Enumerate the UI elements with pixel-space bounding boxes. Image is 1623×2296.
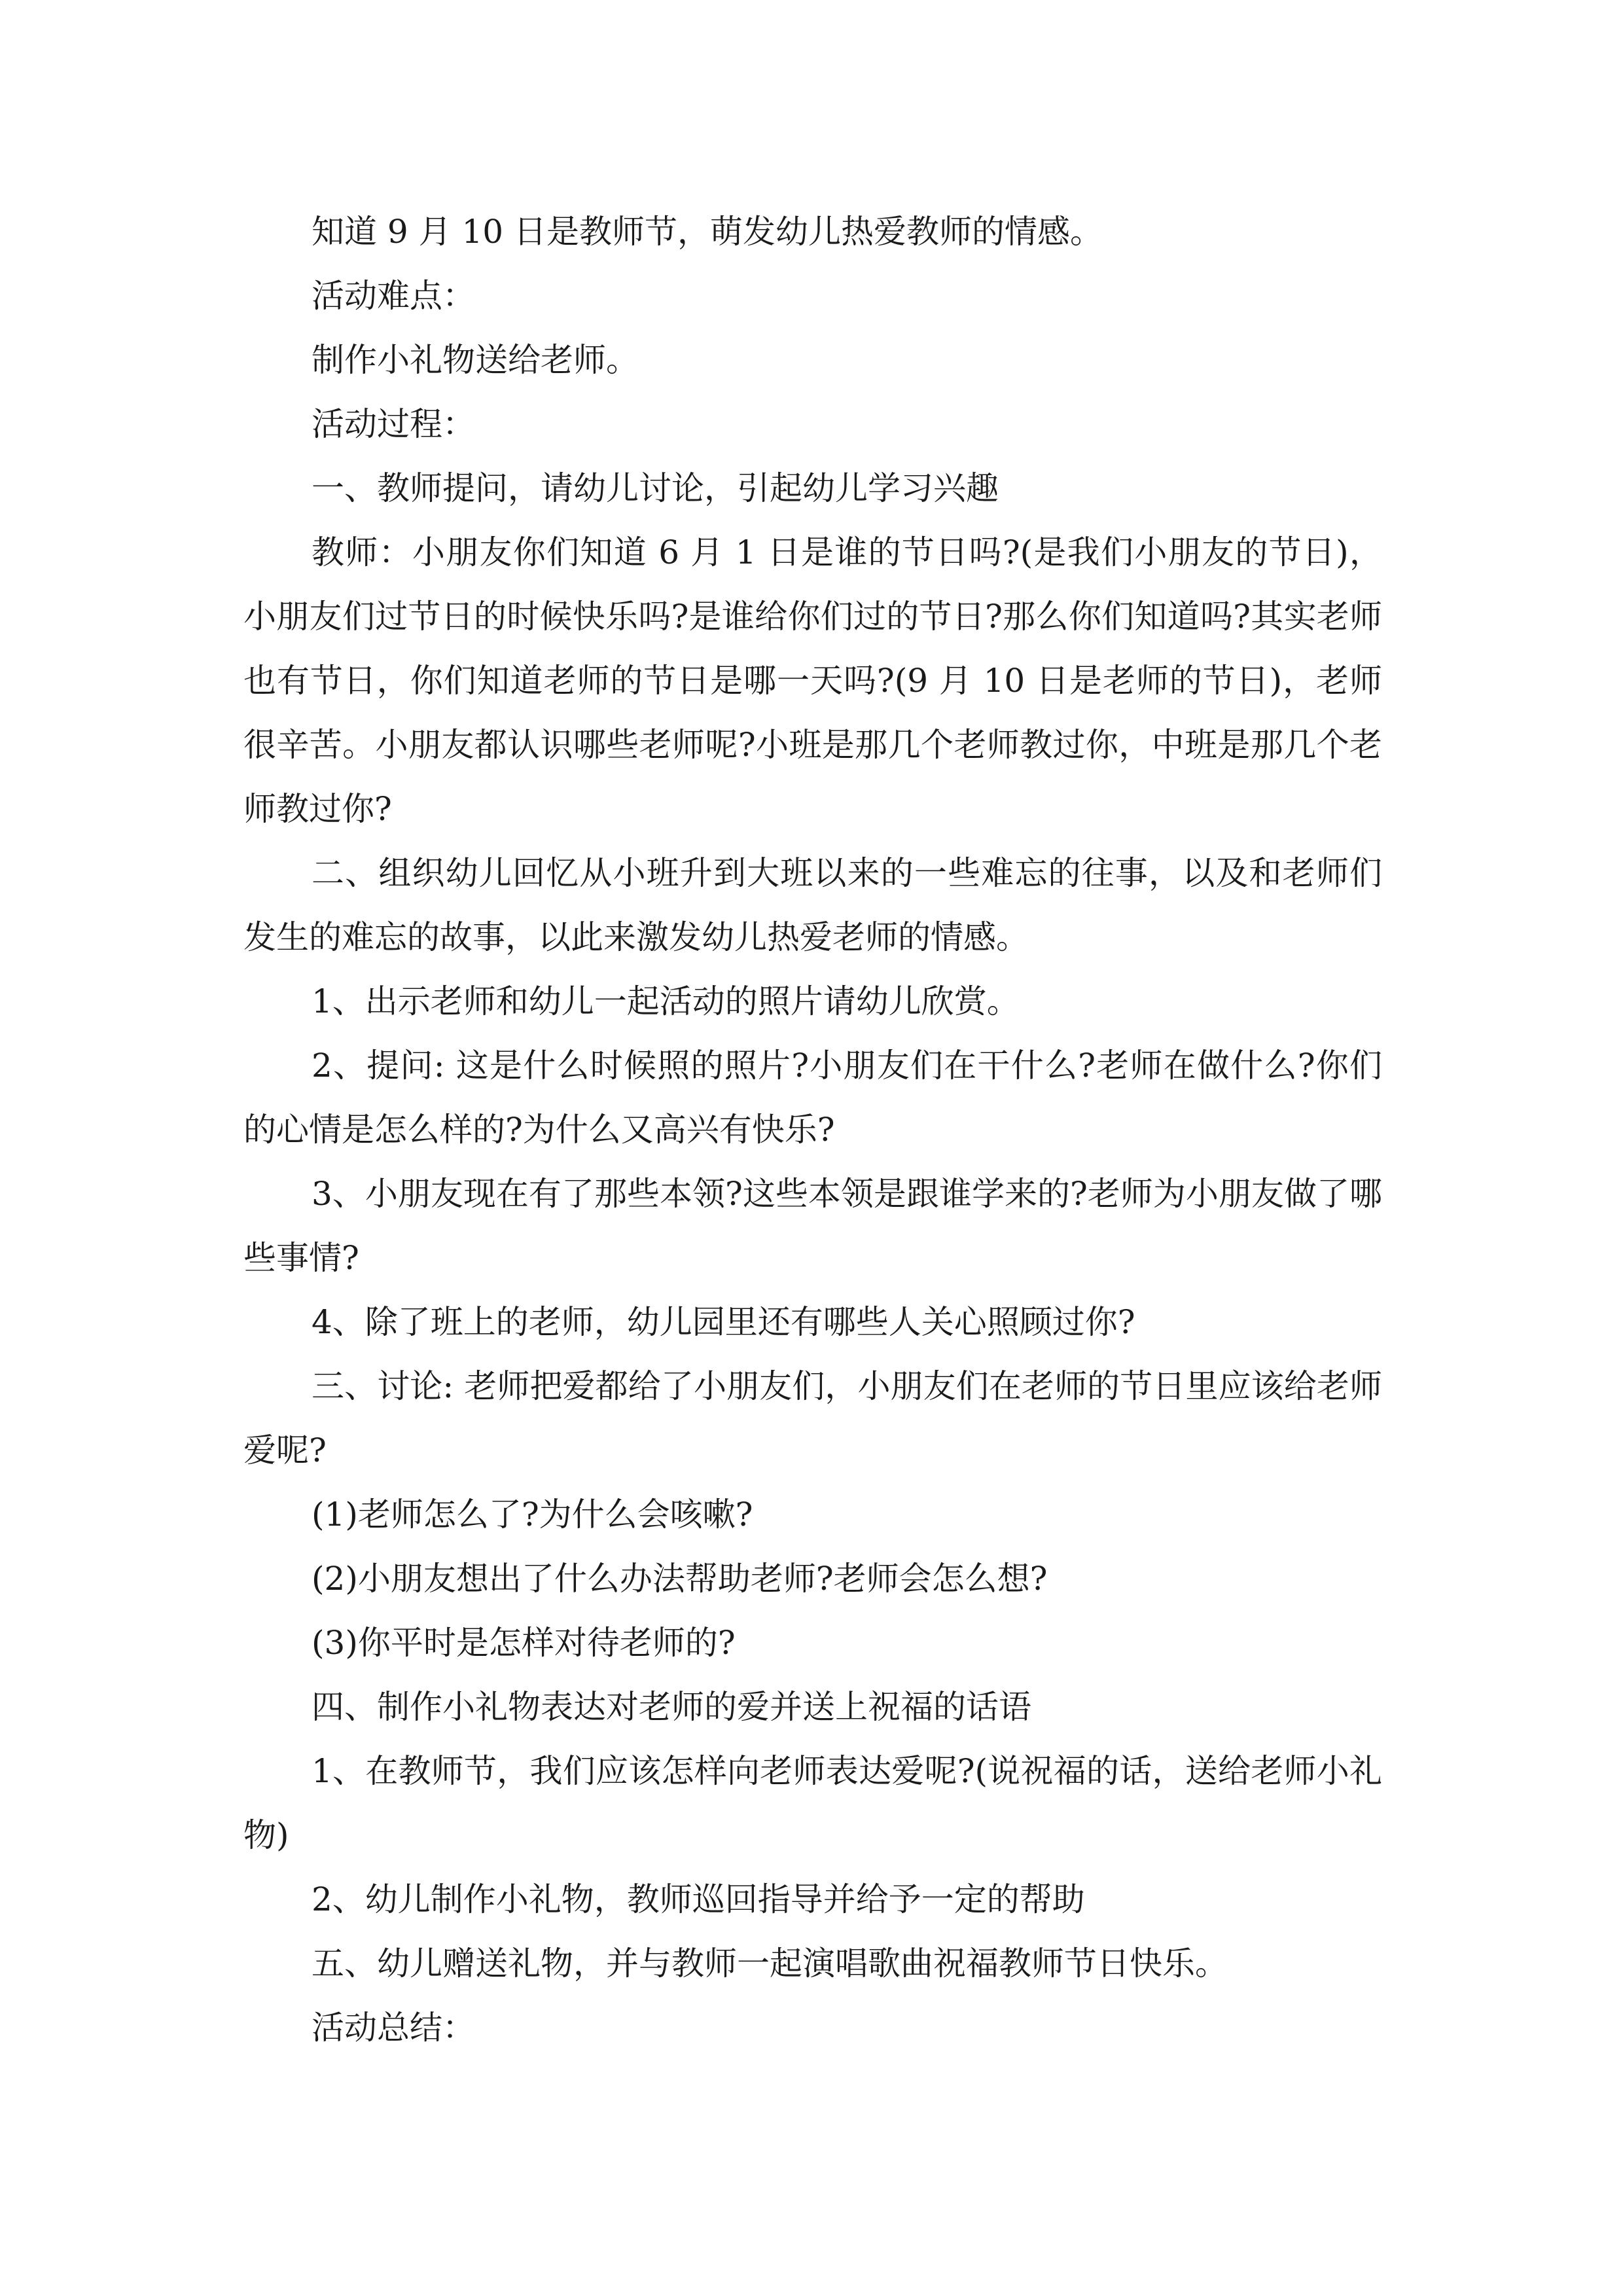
step-heading: 三、讨论: 老师把爱都给了小朋友们，小朋友们在老师的节日里应该给老师爱呢?: [243, 1367, 1382, 1469]
step-heading: 五、幼儿赠送礼物，并与教师一起演唱歌曲祝福教师节日快乐。: [312, 1945, 1228, 1982]
step-heading: 二、组织幼儿回忆从小班升到大班以来的一些难忘的往事，以及和老师们发生的难忘的故事，以此来激发幼儿热爱老师的情感。: [243, 854, 1382, 956]
list-item: 2、幼儿制作小礼物，教师巡回指导并给予一定的帮助: [312, 1880, 1085, 1918]
list-item: (2)小朋友想出了什么办法帮助老师?老师会怎么想?: [312, 1560, 1048, 1598]
list-item: 2、提问: 这是什么时候照的照片?小朋友们在干什么?老师在做什么?你们的心情是怎么样的?为什么又高兴有快乐?: [243, 1047, 1382, 1149]
list-item: (1)老师怎么了?为什么会咳嗽?: [312, 1496, 753, 1534]
section-heading: 活动难点：: [312, 277, 475, 315]
paragraph: 教师：小朋友你们知道 6 月 1 日是谁的节日吗?(是我们小朋友的节日)，小朋友们过节日的时候快乐吗?是谁给你们过的节日?那么你们知道吗?其实老师也有节日，你们知道老师的节日是哪一天吗?(9 月 10 日是老师的节日)，老师很辛苦。小朋友都认识哪些老师呢?小班是那几个老师教过你，中班是那几个老师教过你?: [243, 533, 1382, 828]
document-body: [243, 200, 1382, 2060]
list-item: 4、除了班上的老师，幼儿园里还有哪些人关心照顾过你?: [312, 1303, 1135, 1341]
list-item: 1、出示老师和幼儿一起活动的照片请幼儿欣赏。: [312, 982, 1020, 1020]
paragraph: 知道 9 月 10 日是教师节，萌发幼儿热爱教师的情感。: [312, 213, 1103, 251]
paragraph: 制作小礼物送给老师。: [312, 341, 639, 379]
section-heading: 活动总结：: [312, 2009, 475, 2047]
step-heading: 一、教师提问，请幼儿讨论，引起幼儿学习兴趣: [312, 469, 999, 507]
step-heading: 四、制作小礼物表达对老师的爱并送上祝福的话语: [312, 1688, 1031, 1726]
list-item: (3)你平时是怎样对待老师的?: [312, 1624, 736, 1662]
list-item: 1、在教师节，我们应该怎样向老师表达爱呢?(说祝福的话，送给老师小礼物): [243, 1752, 1382, 1854]
section-heading: 活动过程：: [312, 405, 475, 443]
list-item: 3、小朋友现在有了那些本领?这些本领是跟谁学来的?老师为小朋友做了哪些事情?: [243, 1175, 1382, 1277]
